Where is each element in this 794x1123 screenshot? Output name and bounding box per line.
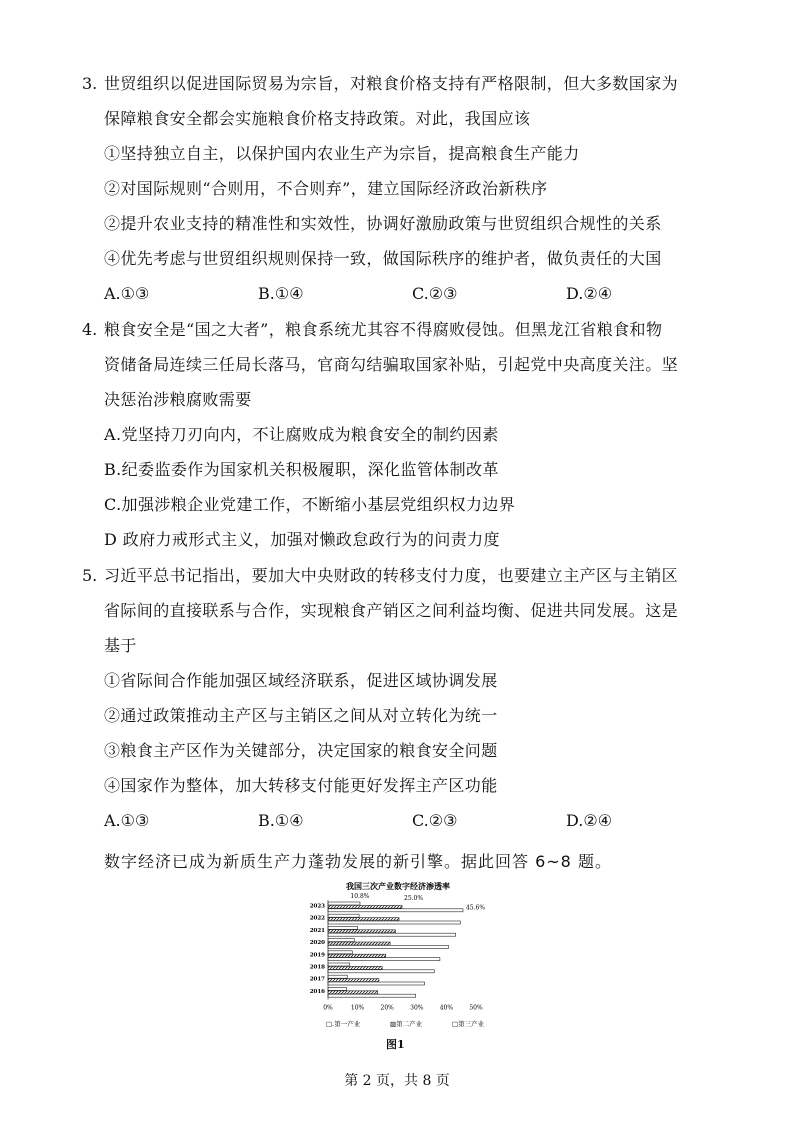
x-tick-2: 20% <box>380 1004 394 1012</box>
y-label-2022: 2022 <box>309 915 325 922</box>
y-label-2016: 2016 <box>309 988 325 995</box>
q3-option-c: C.②③ <box>412 284 458 303</box>
q3-option-a: A.①③ <box>104 284 150 303</box>
q3-stem-line-2: 保障粮食安全都会实施粮食价格支持政策。对此，我国应该 <box>104 109 531 128</box>
q3-item-3: ②提升农业支持的精准性和实效性，协调好激励政策与世贸组织合规性的关系 <box>104 214 662 233</box>
q5-option-a: A.①③ <box>104 811 150 830</box>
chart-x-ticks <box>323 1005 483 1012</box>
q5-item-1: ①省际间合作能加强区域经济联系，促进区域协调发展 <box>104 671 498 690</box>
q5-number: 5. <box>82 566 98 585</box>
bar-2016-第一产业 <box>328 987 346 990</box>
legend-item-1: ▨第二产业 <box>390 1020 423 1028</box>
bar-2023-第一产业 <box>328 902 360 905</box>
q4-option-c: C.加强涉粮企业党建工作，不断缩小基层党组织权力边界 <box>104 495 516 514</box>
bar-2020-第二产业 <box>328 942 390 945</box>
q4-number: 4. <box>82 320 98 339</box>
x-tick-3: 30% <box>410 1004 424 1012</box>
bar-2019-第二产业 <box>328 954 386 957</box>
bar-2021-第一产业 <box>328 926 358 929</box>
digital-economy-penetration-chart <box>306 876 506 1036</box>
q4-option-d: D 政府力戒形式主义，加强对懒政怠政行为的问责力度 <box>104 530 500 549</box>
q3-item-4: ④优先考虑与世贸组织规则保持一致，做国际秩序的维护者，做负责任的大国 <box>104 249 662 268</box>
chart-legend <box>326 1019 485 1028</box>
bar-2018-第二产业 <box>328 966 382 969</box>
chart-bars <box>328 900 463 1000</box>
bar-2018-第三产业 <box>328 970 434 973</box>
bar-2017-第二产业 <box>328 979 379 982</box>
q5-stem-line-2: 省际间的直接联系与合作，实现粮食产销区之间利益均衡、促进共同发展。这是 <box>104 601 679 620</box>
bar-2022-第三产业 <box>328 921 460 924</box>
value-label-1: 25.0% <box>404 895 424 902</box>
q5-stem-line-1: 习近平总书记指出，要加大中央财政的转移支付力度，也要建立主产区与主销区 <box>104 566 679 585</box>
y-label-2017: 2017 <box>309 976 325 983</box>
x-tick-4: 40% <box>439 1004 454 1012</box>
x-tick-5: 50% <box>469 1004 483 1012</box>
q5-option-c: C.②③ <box>412 811 458 830</box>
x-tick-1: 10% <box>350 1004 365 1012</box>
x-tick-0: 0% <box>323 1004 333 1012</box>
q3-number: 3. <box>82 74 98 93</box>
y-label-2021: 2021 <box>309 927 325 934</box>
questions-6-8-intro: 数字经济已成为新质生产力蓬勃发展的新引擎。据此回答 6~8 题。 <box>104 852 612 871</box>
q3-option-b: B.①④ <box>258 284 304 303</box>
q5-stem-line-3: 基于 <box>104 636 137 655</box>
bar-2022-第二产业 <box>328 918 399 921</box>
y-label-2023: 2023 <box>309 903 325 910</box>
q5-item-2: ②通过政策推动主产区与主销区之间从对立转化为统一 <box>104 706 498 725</box>
value-label-0: 10.8% <box>350 893 370 900</box>
bar-2021-第二产业 <box>328 930 395 933</box>
q5-option-d: D.②④ <box>566 811 613 830</box>
y-label-2020: 2020 <box>309 940 325 947</box>
bar-2019-第一产业 <box>328 951 352 954</box>
bar-2020-第三产业 <box>328 945 448 948</box>
y-label-2019: 2019 <box>309 952 325 959</box>
bar-2016-第二产业 <box>328 991 378 994</box>
q5-item-4: ④国家作为整体，加大转移支付能更好发挥主产区功能 <box>104 776 498 795</box>
bar-2023-第二产业 <box>328 905 402 908</box>
q3-option-d: D.②④ <box>566 284 613 303</box>
q4-stem-line-3: 决惩治涉粮腐败需要 <box>104 390 252 409</box>
legend-item-2: □第三产业 <box>452 1020 485 1028</box>
y-label-2018: 2018 <box>309 964 325 971</box>
figure-caption: 图1 <box>386 1038 405 1051</box>
bar-2019-第三产业 <box>328 958 440 961</box>
bar-2016-第三产业 <box>328 994 416 997</box>
bar-2020-第一产业 <box>328 939 354 942</box>
q5-option-b: B.①④ <box>258 811 304 830</box>
chart-y-labels <box>310 904 325 995</box>
q3-stem-line-1: 世贸组织以促进国际贸易为宗旨，对粮食价格支持有严格限制，但大多数国家为 <box>104 74 679 93</box>
bar-2017-第三产业 <box>328 982 424 985</box>
bar-2021-第三产业 <box>328 933 456 936</box>
bar-2018-第一产业 <box>328 963 350 966</box>
q4-option-b: B.纪委监委作为国家机关积极履职，深化监管体制改革 <box>104 460 499 479</box>
bar-2023-第三产业 <box>328 909 463 912</box>
q3-item-1: ①坚持独立自主，以保护国内农业生产为宗旨，提高粮食生产能力 <box>104 144 580 163</box>
bar-2017-第一产业 <box>328 975 347 978</box>
page-footer: 第 2 页，共 8 页 <box>344 1073 450 1089</box>
value-label-2: 45.6% <box>465 904 486 912</box>
q4-option-a: A.党坚持刀刃向内，不让腐败成为粮食安全的制约因素 <box>104 425 499 444</box>
q4-stem-line-1: 粮食安全是“国之大者”，粮食系统尤其容不得腐败侵蚀。但黑龙江省粮食和物 <box>104 320 663 339</box>
legend-item-0: □.第一产业 <box>326 1020 361 1028</box>
q3-item-2: ②对国际规则“合则用，不合则弃”，建立国际经济政治新秩序 <box>104 179 548 198</box>
q5-item-3: ③粮食主产区作为关键部分，决定国家的粮食安全问题 <box>104 741 498 760</box>
q4-stem-line-2: 资储备局连续三任局长落马，官商勾结骗取国家补贴，引起党中央高度关注。坚 <box>104 355 679 374</box>
chart-title: 我国三次产业数字经济渗透率 <box>346 881 450 891</box>
bar-2022-第一产业 <box>328 914 359 917</box>
